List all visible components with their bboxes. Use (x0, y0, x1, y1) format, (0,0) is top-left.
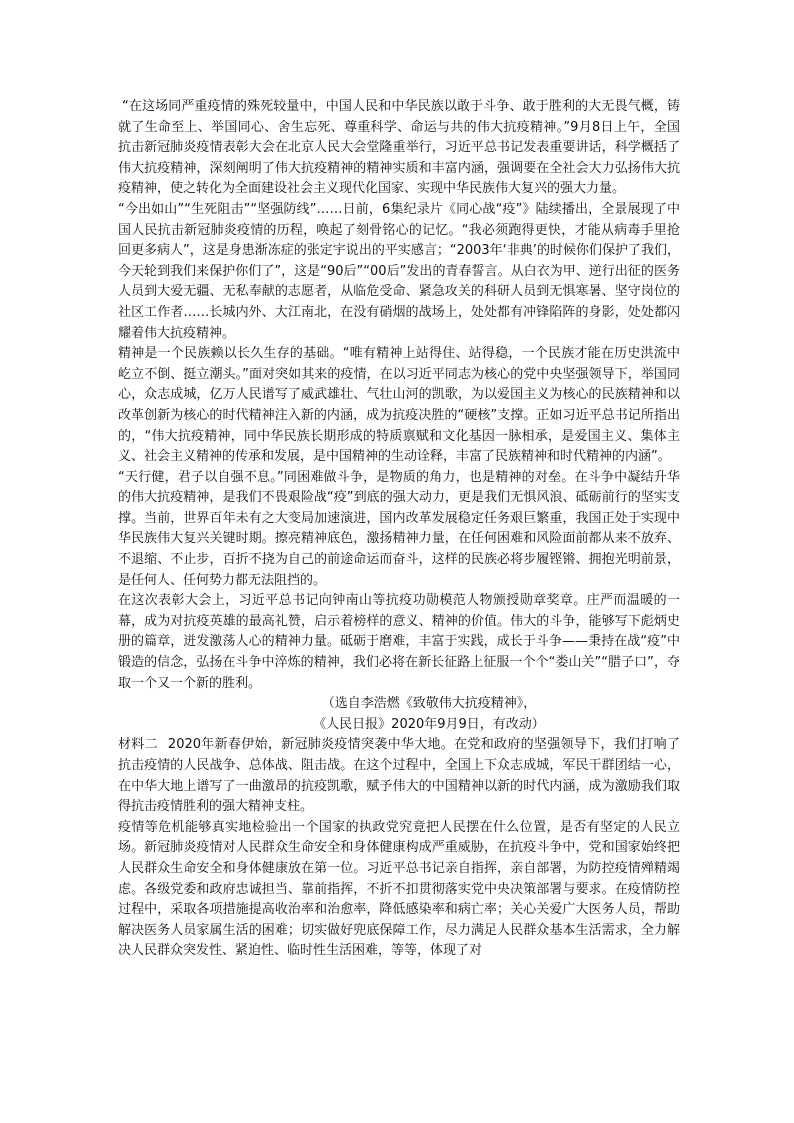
source-citation-line-2: 《人民日报》2020年9月9日，有改动） (313, 716, 545, 732)
paragraph-5: 在这次表彰大会上，习近平总书记向钟南山等抗疫功勋模范人物颁授勋章奖章。庄严而温暖的一幕，成为对抗疫英雄的最高礼赞，启示着榜样的意义、精神的价值。伟大的斗争，能够写下彪炳史册的篇章，迸发激荡人心的精神力量。砥砺于磨难，丰富于实践，成长于斗争——秉持在战“疫”中锻造的信念，弘扬在斗争中淬炼的精神，我们必将在新长征路上征服一个个“娄山关”“腊子口”，夺取一个又一个新的胜利。 (118, 593, 680, 691)
material-2-paragraph-2: 疫情等危机能够真实地检验出一个国家的执政党究竟把人民摆在什么位置，是否有坚定的人民立场。新冠肺炎疫情对人民群众生命安全和身体健康构成严重威胁，在抗疫斗争中，党和国家始终把人民群众生命安全和身体健康放在第一位。习近平总书记亲自指挥，亲自部署，为防控疫情殚精竭虑。各级党委和政府忠诚担当、靠前指挥，不折不扣贯彻落实党中央决策部署与要求。在疫情防控过程中，采取各项措施提高收治率和治愈率，降低感染率和病亡率；关心关爱广大医务人员，帮助解决医务人员家属生活的困难；切实做好兜底保障工作，尽力满足人民群众基本生活需求，全力解决人民群众突发性、紧迫性、临时性生活困难，等等，体现了对 (118, 819, 680, 959)
source-citation-line-1: （选自李浩燃《致敬伟大抗疫精神》， (321, 696, 537, 712)
document-page (118, 97, 680, 962)
paragraph-4: “天行健，君子以自强不息。”同困难做斗争，是物质的角力，也是精神的对垒。在斗争中凝结升华的伟大抗疫精神，是我们不畏艰险战“疫”到底的强大动力，更是我们无惧风浪、砥砺前行的坚实支撑。当前，世界百年未有之大变局加速演进，国内改革发展稳定任务艰巨繁重，我国正处于实现中华民族伟大复兴关键时期。擦亮精神底色，激扬精神力量，在任何困难和风险面前都从来不放弃、不退缩、不止步，百折不挠为自己的前途命运而奋斗，这样的民族必将步履铿锵、拥抱光明前景，是任何人、任何势力都无法阻挡的。 (118, 469, 680, 588)
paragraph-1: “在这场同严重疫情的殊死较量中，中国人民和中华民族以敢于斗争、敢于胜利的大无畏气概，铸就了生命至上、举国同心、舍生忘死、尊重科学、命运与共的伟大抗疫精神。”9月8日上午，全国抗击新冠肺炎疫情表彰大会在北京人民大会堂隆重举行，习近平总书记发表重要讲话，科学概括了伟大抗疫精神，深刻阐明了伟大抗疫精神的精神实质和丰富内涵，强调要在全社会大力弘扬伟大抗疫精神，使之转化为全面建设社会主义现代化国家、实现中华民族伟大复兴的强大力量。 (118, 99, 680, 197)
material-2-paragraph-1-text: 2020年新春伊始，新冠肺炎疫情突袭中华大地。在党和政府的坚强领导下，我们打响了抗击疫情的人民战争、总体战、阻击战。在这个过程中，全国上下众志成城，军民干群团结一心，在中华大地上谱写了一曲激昂的抗疫凯歌，赋予伟大的中国精神以新的时代内涵，成为激励我们取得抗击疫情胜利的强大精神支柱。 (118, 737, 680, 815)
material-2-label: 材料二 (118, 737, 158, 753)
material-2-paragraph-1 (118, 735, 680, 817)
paragraph-2: “今出如山”“生死阻击”“坚强防线”……日前，6集纪录片《同心战“疫”》陆续播出，全景展现了中国人民抗击新冠肺炎疫情的历程，唤起了刻骨铭心的记忆。“我必须跑得更快，才能从病毒手里抢回更多病人”，这是身患渐冻症的张定宇说出的平实感言；“2003年‘非典’的时候你们保护了我们，今天轮到我们来保护你们了”，这是“90后”“00后”发出的青春誓言。从白衣为甲、逆行出征的医务人员到大爱无疆、无私奉献的志愿者，从临危受命、紧急攻关的科研人员到无惧寒暑、坚守岗位的社区工作者……长城内外、大江南北，在没有硝烟的战场上，处处都有冲锋陷阵的身影，处处都闪耀着伟大抗疫精神。 (118, 201, 680, 341)
paragraph-3: 精神是一个民族赖以长久生存的基础。“唯有精神上站得住、站得稳，一个民族才能在历史洪流中屹立不倒、挺立潮头。”面对突如其来的疫情，在以习近平同志为核心的党中央坚强领导下，举国同心，众志成城，亿万人民谱写了威武雄壮、气壮山河的凯歌，为以爱国主义为核心的民族精神和以改革创新为核心的时代精神注入新的内涵，成为抗疫决胜的“硬核”支撑。正如习近平总书记所指出的，“伟大抗疫精神，同中华民族长期形成的特质禀赋和文化基因一脉相承，是爱国主义、集体主义、社会主义精神的传承和发展，是中国精神的生动诠释，丰富了民族精神和时代精神的内涵”。 (118, 346, 680, 465)
